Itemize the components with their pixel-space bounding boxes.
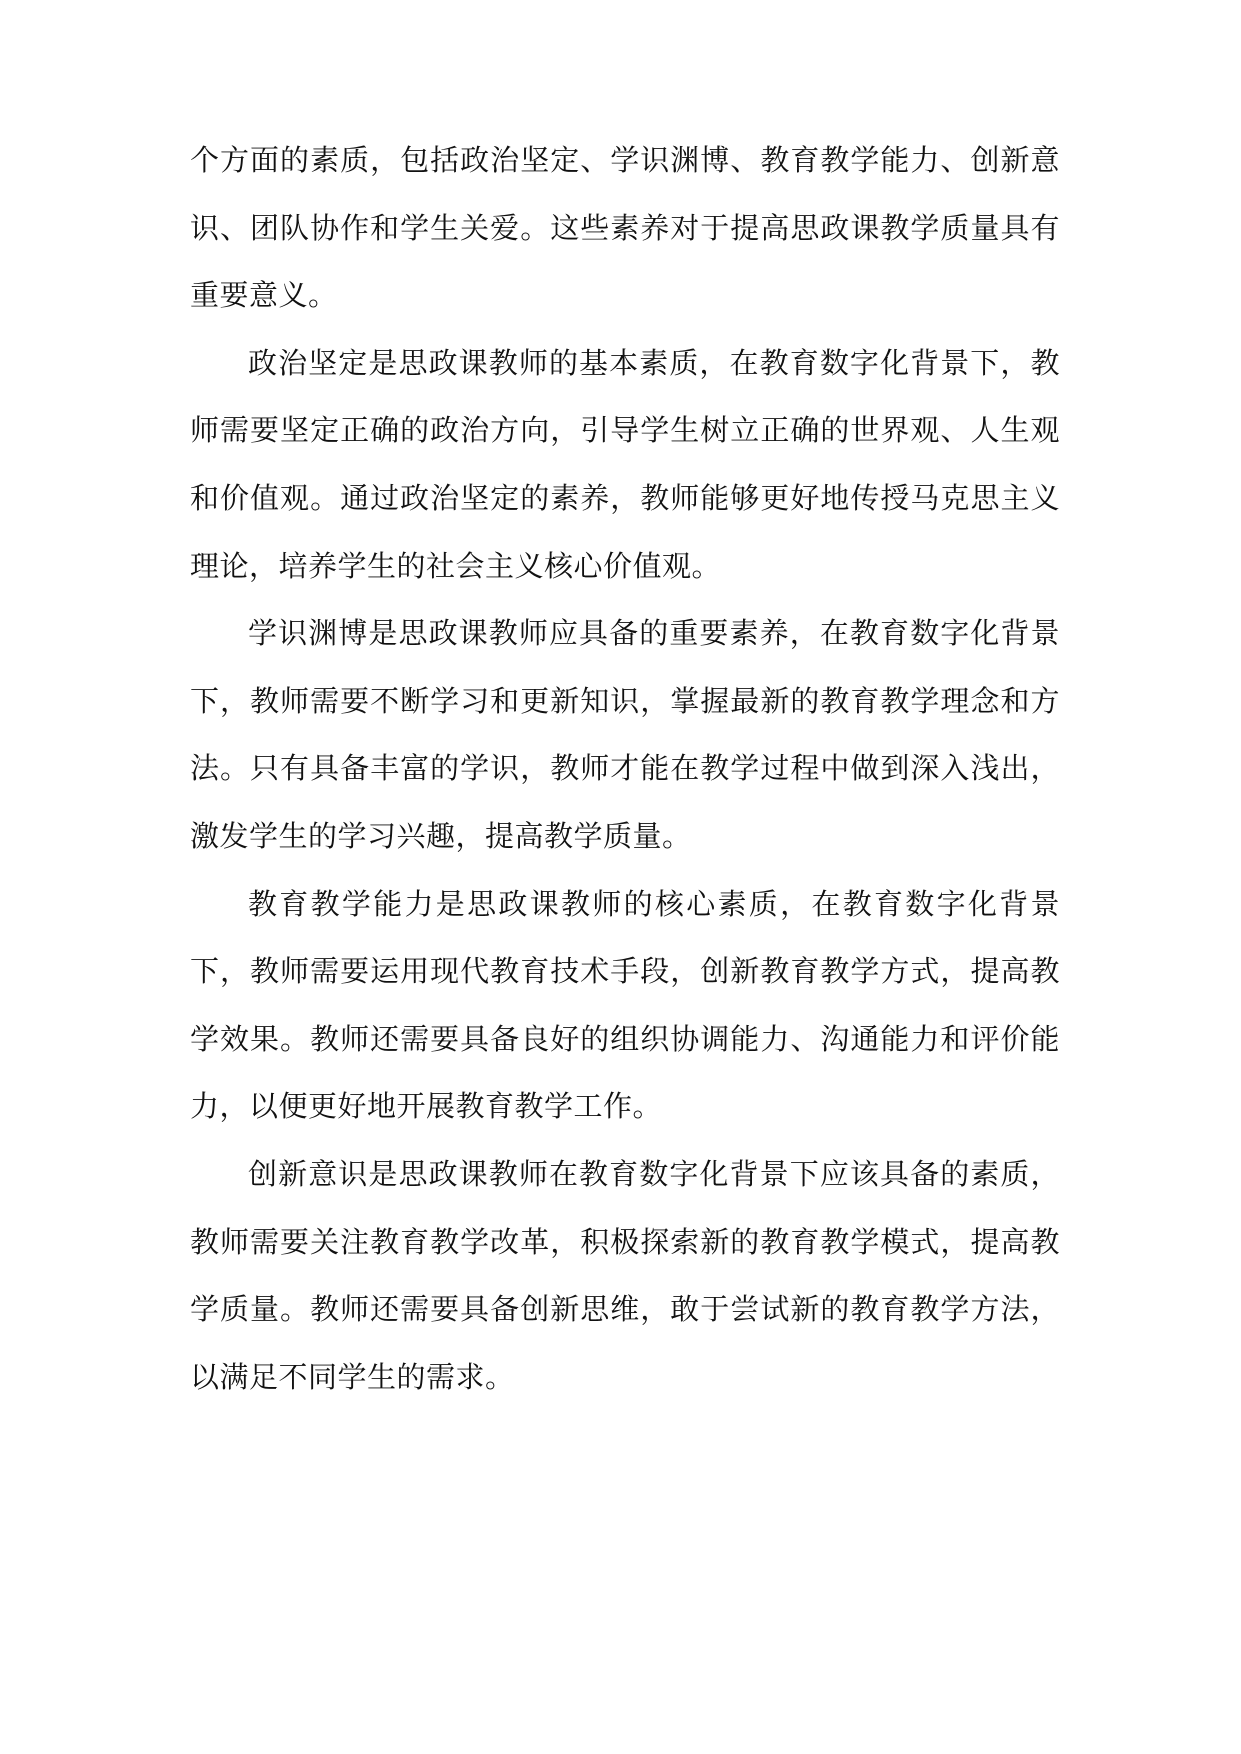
paragraph-political-firmness: 政治坚定是思政课教师的基本素质，在教育数字化背景下，教师需要坚定正确的政治方向，引导学生树立正确的世界观、人生观和价值观。通过政治坚定的素养，教师能够更好地传授马克思主义理论，培养学生的社会主义核心价值观。 xyxy=(190,345,1060,583)
paragraph-broad-knowledge: 学识渊博是思政课教师应具备的重要素养，在教育数字化背景下，教师需要不断学习和更新知识，掌握最新的教育教学理念和方法。只有具备丰富的学识，教师才能在教学过程中做到深入浅出，激发学生的学习兴趣，提高教学质量。 xyxy=(190,616,1060,853)
paragraph-continuation: 个方面的素质，包括政治坚定、学识渊博、教育教学能力、创新意识、团队协作和学生关爱。这些素养对于提高思政课教学质量具有重要意义。 xyxy=(190,143,1060,313)
paragraph-teaching-ability: 教育教学能力是思政课教师的核心素质，在教育数字化背景下，教师需要运用现代教育技术手段，创新教育教学方式，提高教学效果。教师还需要具备良好的组织协调能力、沟通能力和评价能力，以便更好地开展教育教学工作。 xyxy=(190,886,1060,1124)
paragraph-innovation-awareness: 创新意识是思政课教师在教育数字化背景下应该具备的素质，教师需要关注教育教学改革，积极探索新的教育教学模式，提高教学质量。教师还需要具备创新思维，敢于尝试新的教育教学方法，以满足不同学生的需求。 xyxy=(190,1156,1060,1394)
document-body xyxy=(190,127,1060,1411)
